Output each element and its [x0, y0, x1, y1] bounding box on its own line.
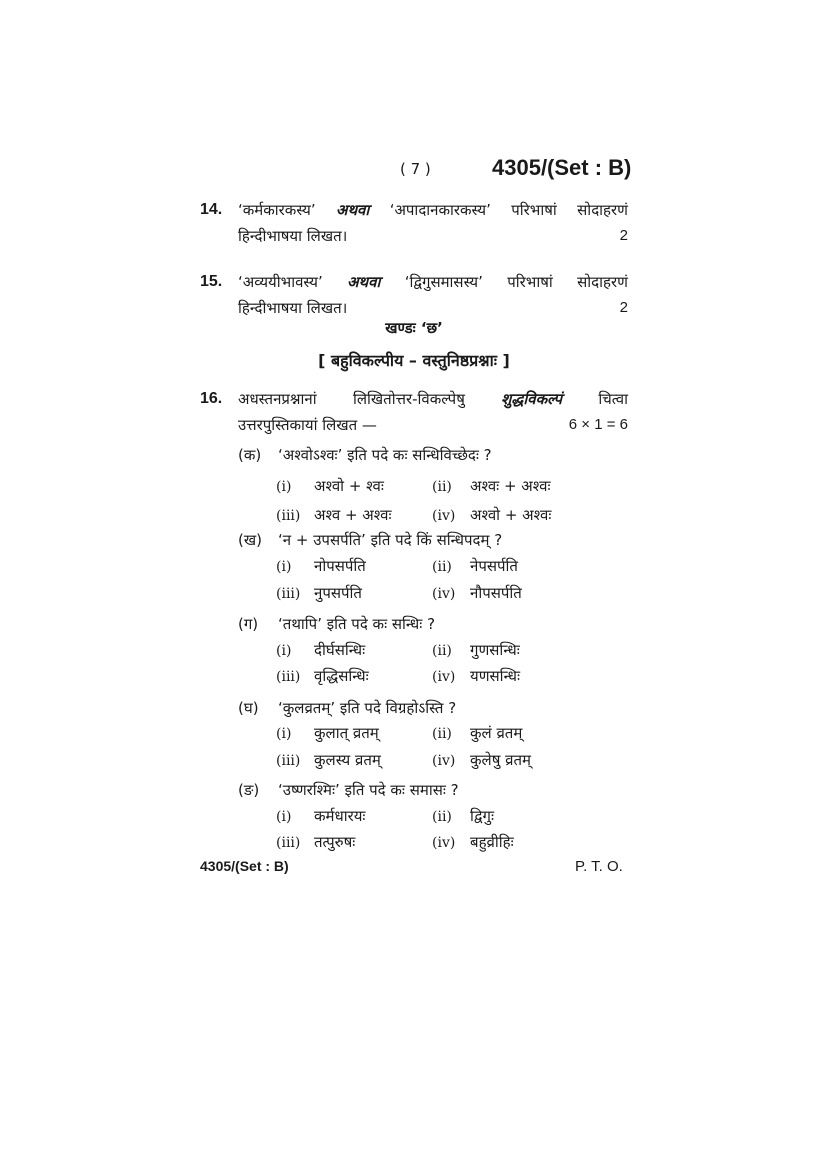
option	[432, 476, 551, 496]
sub-question-text: ‘न + उपसर्पति’ इति पदे किं सन्धिपदम् ?	[278, 531, 503, 549]
question-word: ‘अव्ययीभावस्य’	[238, 273, 323, 291]
question-word: परिभाषां	[507, 273, 553, 291]
question-number: 14.	[200, 201, 223, 218]
option	[276, 666, 369, 686]
option	[432, 556, 518, 576]
option	[432, 750, 531, 770]
sub-question-label: (ग)	[238, 615, 259, 633]
option-text: कुलात् व्रतम्	[314, 724, 379, 742]
page-number: ( 7 )	[400, 160, 431, 178]
question-word: चित्वा	[598, 390, 628, 408]
option-label: (iii)	[276, 508, 301, 524]
option-label: (i)	[276, 479, 292, 495]
option-text: नौपसर्पति	[470, 584, 522, 602]
option	[276, 640, 365, 660]
or-word: अथवा	[347, 273, 381, 291]
option-text: कुलं व्रतम्	[470, 724, 523, 742]
option-text: कुलेषु व्रतम्	[470, 751, 531, 769]
option-label: (iv)	[432, 586, 456, 602]
question-word: ‘कर्मकारकस्य’	[238, 201, 316, 219]
sub-question-label: (ङ)	[238, 781, 260, 799]
sub-question-text: ‘उष्णरश्मिः’ इति पदे कः समासः ?	[278, 781, 459, 799]
section-subtitle: [ बहुविकल्पीय – वस्तुनिष्ठप्रश्नाः ]	[318, 351, 510, 370]
option-label: (i)	[276, 726, 292, 742]
sub-question-ka	[238, 443, 492, 467]
question-marks: 2	[619, 299, 628, 316]
question-word: सोदाहरणं	[577, 273, 628, 291]
option	[432, 832, 514, 852]
sub-question-text: ‘तथापि’ इति पदे कः सन्धिः ?	[278, 615, 436, 633]
option-text: बहुव्रीहिः	[470, 833, 514, 851]
sub-question-gha	[238, 696, 456, 720]
option	[276, 583, 362, 603]
sub-question-kha	[238, 528, 502, 552]
option-text: अश्वः + अश्वः	[470, 477, 551, 495]
option-label: (i)	[276, 559, 292, 575]
question-word: परिभाषां	[511, 201, 557, 219]
option-text: द्विगुः	[470, 807, 494, 825]
option-label: (ii)	[432, 559, 452, 575]
option-label: (iii)	[276, 669, 301, 685]
sub-question-text: ‘अश्वोऽश्वः’ इति पदे कः सन्धिविच्छेदः ?	[278, 446, 492, 464]
option	[276, 832, 355, 852]
question-text-line: हिन्दीभाषया लिखत।	[238, 299, 348, 317]
option-label: (iii)	[276, 835, 301, 851]
option-text: नुपसर्पति	[314, 584, 362, 602]
option-text: यणसन्धिः	[470, 667, 520, 685]
option-label: (iv)	[432, 669, 456, 685]
option-label: (ii)	[432, 479, 452, 495]
question-word: अधस्तनप्रश्नानां	[238, 390, 317, 408]
footer-set-code: 4305/(Set : B)	[200, 858, 289, 874]
question-number: 15.	[200, 273, 223, 290]
question-15	[200, 269, 628, 321]
option-label: (iv)	[432, 753, 456, 769]
option-text: नेपसर्पति	[470, 557, 518, 575]
sub-question-label: (ख)	[238, 531, 262, 549]
option-text: वृद्धिसन्धिः	[314, 667, 369, 685]
question-14	[200, 197, 628, 249]
question-word: ‘अपादानकारकस्य’	[389, 201, 491, 219]
option	[432, 505, 551, 525]
question-word-emphasis: शुद्धविकल्पं	[501, 390, 563, 408]
option-text: अश्वो + अश्वः	[470, 506, 552, 524]
option-text: नोपसर्पति	[314, 557, 366, 575]
option-text: अश्वो + श्वः	[314, 477, 384, 495]
question-marks: 6 × 1 = 6	[568, 416, 628, 433]
option-label: (iii)	[276, 586, 301, 602]
option	[432, 640, 520, 660]
question-word: लिखितोत्तर-विकल्पेषु	[352, 390, 465, 408]
question-text-line: हिन्दीभाषया लिखत।	[238, 227, 348, 245]
option-label: (i)	[276, 643, 292, 659]
question-number: 16.	[200, 390, 223, 407]
option	[276, 750, 381, 770]
sub-question-ga	[238, 612, 435, 636]
sub-question-text: ‘कुलव्रतम्’ इति पदे विग्रहोऽस्ति ?	[278, 699, 457, 717]
sub-question-nga	[238, 778, 459, 802]
option-label: (i)	[276, 809, 292, 825]
option	[276, 505, 392, 525]
option-label: (ii)	[432, 809, 452, 825]
question-word: सोदाहरणं	[577, 201, 628, 219]
option-text: कर्मधारयः	[314, 807, 366, 825]
option-text: तत्पुरुषः	[314, 833, 356, 851]
option-text: अश्व + अश्वः	[314, 506, 392, 524]
option	[432, 583, 522, 603]
sub-question-label: (घ)	[238, 699, 259, 717]
footer-pto: P. T. O.	[575, 858, 623, 875]
option-label: (ii)	[432, 643, 452, 659]
sub-question-label: (क)	[238, 446, 262, 464]
option-label: (iv)	[432, 835, 456, 851]
question-text-line: उत्तरपुस्तिकायां लिखत —	[238, 416, 377, 434]
option	[432, 666, 520, 686]
option-label: (ii)	[432, 726, 452, 742]
option	[276, 556, 366, 576]
option	[432, 723, 522, 743]
option	[276, 806, 365, 826]
question-marks: 2	[619, 227, 628, 244]
section-title: खण्डः ‘छ’	[385, 319, 443, 337]
option-text: कुलस्य व्रतम्	[314, 751, 381, 769]
option	[276, 723, 379, 743]
option	[432, 806, 494, 826]
option	[276, 476, 384, 496]
option-label: (iv)	[432, 508, 456, 524]
or-word: अथवा	[336, 201, 370, 219]
option-text: गुणसन्धिः	[470, 641, 520, 659]
option-label: (iii)	[276, 753, 301, 769]
option-text: दीर्घसन्धिः	[314, 641, 366, 659]
question-word: ‘द्विगुसमासस्य’	[404, 273, 483, 291]
question-16	[200, 386, 628, 438]
set-code-header: 4305/(Set : B)	[492, 155, 632, 180]
